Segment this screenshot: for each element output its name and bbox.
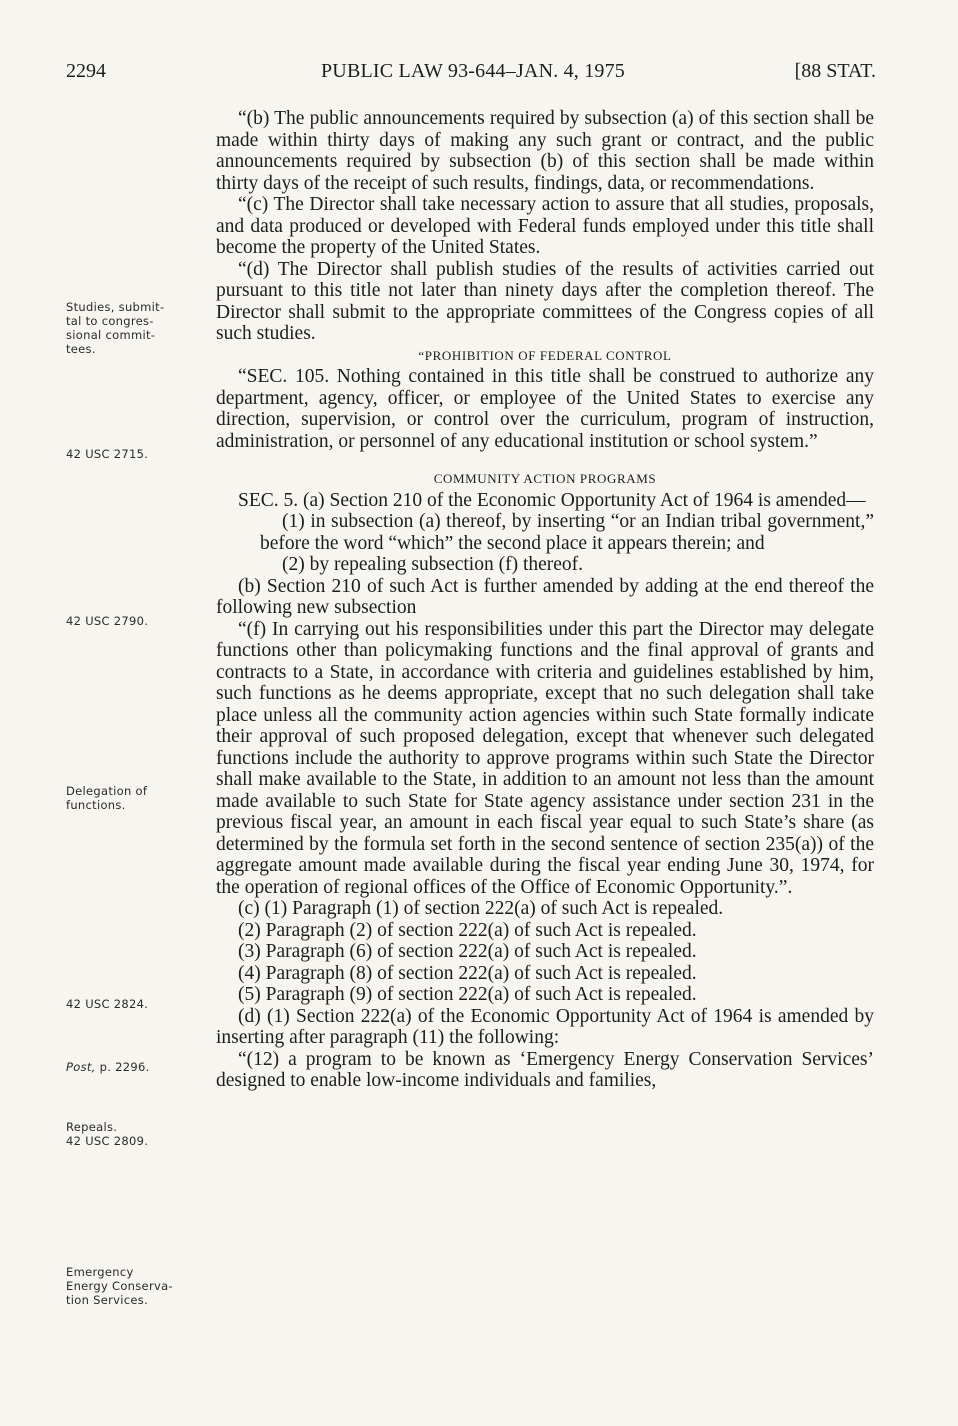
section-5c-5: (5) Paragraph (9) of section 222(a) of such Act is repealed. (238, 984, 697, 1005)
section-5c-2: (2) Paragraph (2) of section 222(a) of such Act is repealed. (238, 919, 697, 941)
body-text (216, 108, 874, 1092)
margin-note-text: Studies, submit- tal to congres- sional commit- tees. (66, 300, 165, 356)
paragraph-c: “(c) The Director shall take necessary action to assure that all studies, proposals, and data produced or developed with Federal funds employed under this title shall become the property of the United States. (216, 194, 874, 258)
heading-community-action: COMMUNITY ACTION PROGRAMS (433, 471, 657, 486)
margin-note-text: 42 USC 2715. (66, 447, 149, 461)
margin-note-42usc2824 (66, 997, 196, 1011)
margin-note-repeals (66, 1120, 196, 1148)
heading-prohibition: “PROHIBITION OF FEDERAL CONTROL (418, 347, 672, 363)
statute-reference: [88 STAT. (794, 60, 876, 82)
section-5c-1: (c) (1) Paragraph (1) of section 222(a) of such Act is repealed. (238, 898, 724, 919)
section-5d-12: “(12) a program to be known as ‘Emergency Energy Conservation Services’ designed to enable low-income individuals and families, (216, 1048, 874, 1091)
section-5c-3: (3) Paragraph (6) of section 222(a) of such Act is repealed. (238, 941, 697, 962)
margin-note-delegation (66, 784, 196, 812)
section-105: “SEC. 105. Nothing contained in this title shall be construed to authorize any department, agency, officer, or employee of the United States to exercise any direction, supervision, or control over the curriculum, program of instruction, administration, or personnel of any educational institution or school system.” (216, 366, 874, 452)
section-5c-4: (4) Paragraph (8) of section 222(a) of such Act is repealed. (238, 962, 697, 984)
running-header (66, 60, 880, 90)
margin-note-text: Emergency Energy Conserva- tion Services. (66, 1265, 173, 1307)
section-5a: SEC. 5. (a) Section 210 of the Economic Opportunity Act of 1964 is amended— (238, 489, 866, 511)
section-5a-1: (1) in subsection (a) thereof, by inserting “or an Indian tribal government,” before the word “which” the second place it appears therein; and (260, 511, 874, 554)
margin-note-text: p. 2296. (95, 1060, 150, 1074)
paragraph-d: “(d) The Director shall publish studies of the results of activities carried out pursuant to this title not later than ninety days after the completion thereof. The Director shall submit to the appropriate committees of the Congress copies of all such studies. (216, 258, 874, 344)
margin-note-text: 42 USC 2824. (66, 997, 149, 1011)
margin-note-post (66, 1060, 196, 1074)
margin-note-42usc2715 (66, 447, 196, 461)
margin-note-text: Delegation of functions. (66, 784, 148, 812)
margin-note-italic: Post, (66, 1060, 96, 1074)
section-5b: (b) Section 210 of such Act is further amended by adding at the end thereof the following new subsection (216, 575, 874, 618)
margin-note-42usc2790 (66, 614, 196, 628)
paragraph-b: “(b) The public announcements required by subsection (a) of this section shall be made within thirty days of making any such grant or contract, and the public announcements required by subsection (b) of this section shall be made within thirty days of the receipt of such results, findings, data, or recommendations. (216, 108, 874, 194)
margin-note-text: Repeals. 42 USC 2809. (66, 1120, 149, 1148)
section-5d-1: (d) (1) Section 222(a) of the Economic Opportunity Act of 1964 is amended by inserting after paragraph (11) the following: (216, 1005, 874, 1048)
page-number: 2294 (66, 60, 106, 82)
section-5a-2: (2) by repealing subsection (f) thereof. (282, 554, 584, 575)
section-5b-f: “(f) In carrying out his responsibilities under this part the Director may delegate functions other than policymaking functions and the final approval of grants and contracts to a State, in accordance with criteria and guidelines established by him, such functions as he deems appropriate, except that no such delegation shall take place unless all the community action agencies within such State formally indicate their approval of such proposed delegation, except that whenever such delegated functions include the authority to approve programs within such State the Director shall make available to the State, in addition to an amount not less than the amount made available to such State for State agency assistance under section 231 in the previous fiscal year, an amount in each fiscal year equal to such State’s share (as determined by the formula set forth in the second sentence of section 235(a)) of the aggregate amount made available during the fiscal year ending June 30, 1974, for the operation of regional offices of the Office of Economic Opportunity.”. (216, 618, 874, 898)
margin-note-studies (66, 300, 196, 356)
page-title: PUBLIC LAW 93-644–JAN. 4, 1975 (320, 60, 626, 82)
margin-note-text: 42 USC 2790. (66, 614, 149, 628)
margin-note-emergency (66, 1265, 196, 1307)
